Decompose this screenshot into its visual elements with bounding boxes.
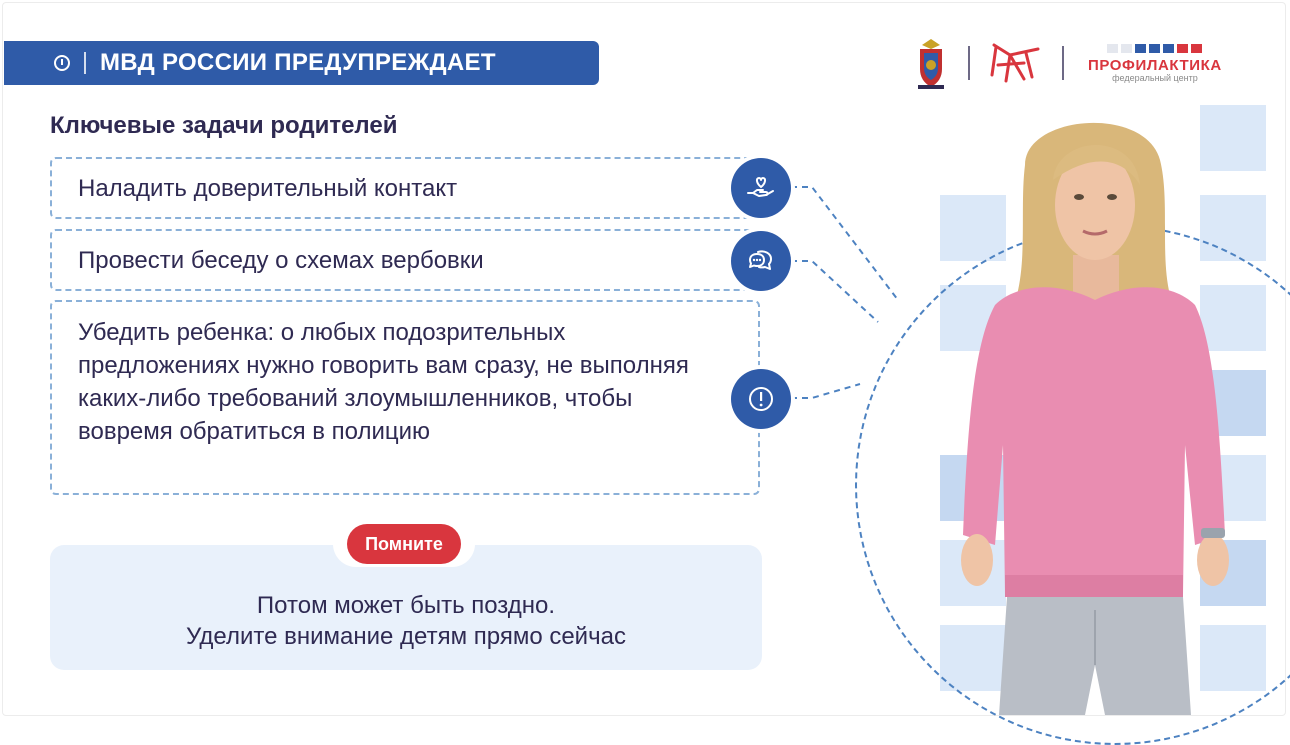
remember-message bbox=[50, 590, 762, 652]
remember-line-1: Потом может быть поздно. bbox=[256, 592, 556, 619]
task-text: Наладить доверительный контакт bbox=[78, 174, 458, 202]
remember-badge-label: Помните bbox=[347, 524, 461, 564]
remember-line-2: Уделите внимание детям прямо сейчас bbox=[186, 623, 626, 650]
task-item bbox=[50, 157, 760, 219]
banner-title: МВД РОССИИ ПРЕДУПРЕЖДАЕТ bbox=[100, 49, 496, 76]
brand-name: ПРОФИЛАКТИКА bbox=[1088, 56, 1222, 74]
heart-hand-icon bbox=[731, 158, 791, 218]
chat-bubbles-icon bbox=[731, 231, 791, 291]
task-text: Убедить ребенка: о любых подозрительных предложениях нужно говорить вам сразу, не выполняя каких-либо требований злоумышленников, чтобы вовремя обратиться в полицию bbox=[78, 319, 689, 445]
task-item bbox=[50, 229, 760, 291]
brand-subtitle: федеральный центр bbox=[1112, 72, 1198, 83]
task-text: Провести беседу о схемах вербовки bbox=[78, 246, 484, 274]
section-title: Ключевые задачи родителей bbox=[50, 112, 398, 139]
task-item bbox=[50, 300, 760, 495]
woman-photo bbox=[955, 105, 1235, 715]
remember-badge bbox=[333, 521, 475, 567]
exclamation-icon bbox=[731, 369, 791, 429]
